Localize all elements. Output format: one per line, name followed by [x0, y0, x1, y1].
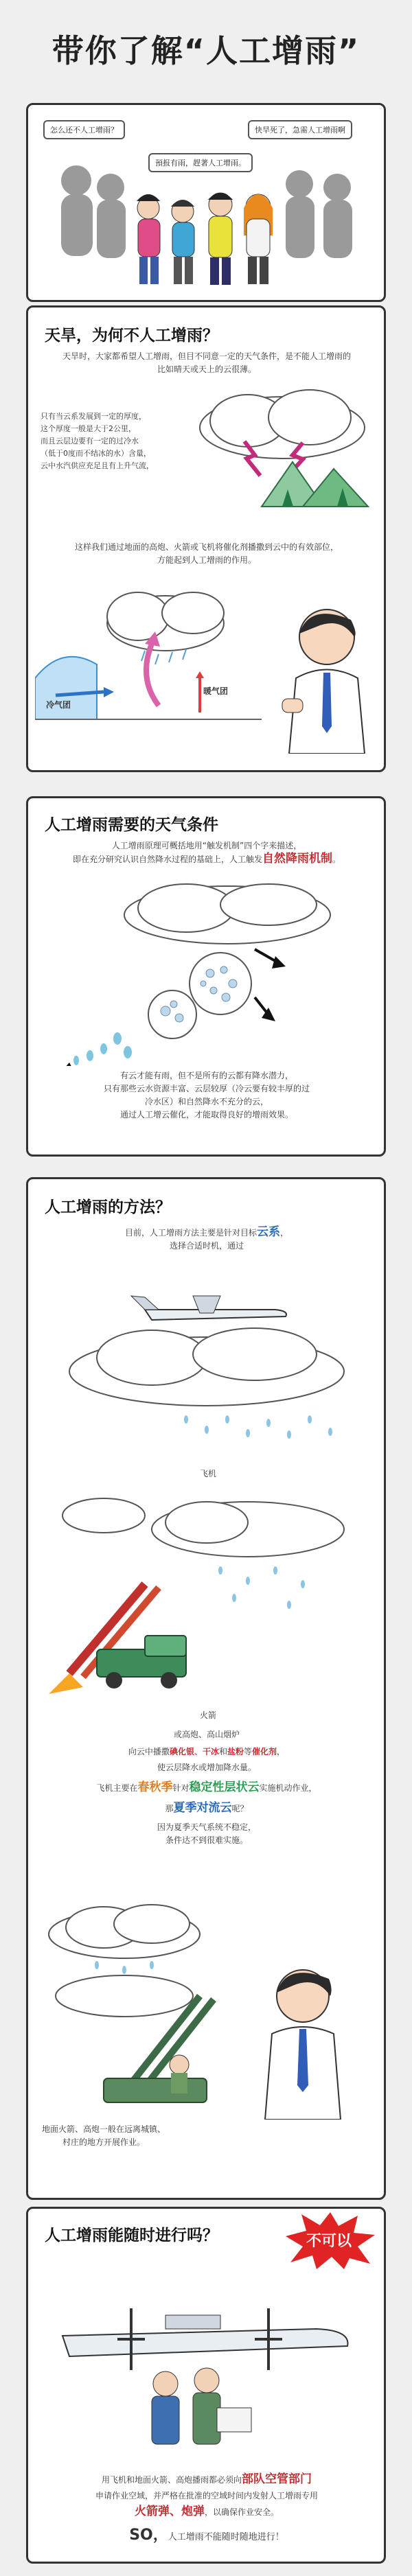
- highlight-spring-autumn: 春秋季: [137, 1780, 173, 1794]
- air-mass-diagram: [35, 575, 268, 747]
- section4-rules: 用飞机和地面火箭、高炮播雨都必须向部队空管部门 申请作业空域，并严格在批准的空域时间内发射人工增雨专用 火箭弹、炮弹，以确保作业安全。 SO，人工增雨不能随时随地进行！: [95, 2472, 318, 2544]
- label-aircraft: 飞机: [200, 1469, 217, 1478]
- section-conditions: [26, 796, 386, 1157]
- section3-seeding: 或高炮、高山烟炉 向云中播撒碘化银、干冰和盐粉等催化剂， 使云层降水或增加降水量。 飞机主要在春秋季针对稳定性层状云实施机动作业， 那夏季对流云呢？ 因为夏季天气系统不稳定， 条件达不到很难实施。: [96, 1730, 317, 1845]
- highlight-rocket-shells: 火箭弹、炮弹: [134, 2505, 205, 2518]
- highlight-natural-rain: 自然降雨机制: [262, 852, 332, 866]
- storm-cloud-illustration: [172, 380, 378, 510]
- section1-side-text: 只有当云系发展到一定的厚度， 这个厚度一般是大于2公里， 而且云层边要有一定的过冷水 （低于0度而不结冰的水）含量， 云中水汽供应充足且有上升气流，: [41, 412, 154, 470]
- section3-intro: 目前，人工增雨方法主要是针对目标云系， 选择合适时机，通过: [124, 1225, 289, 1251]
- final-conclusion: 人工增雨不能随时随地进行！: [168, 2532, 284, 2542]
- section-anytime: [26, 2207, 386, 2564]
- section1-conclusion: 这样我们通过地面的高炮、火箭或飞机将催化剂播撒到云中的有效部位， 方能起到人工增雨的作用。: [74, 542, 339, 565]
- section2-requirements: 有云才能有雨，但不是所有的云都有降水潜力， 只有那些云水资源丰富、云层较厚（冷云要有较丰厚的过 冷水区）和自然降水不充分的云， 通过人工增云催化，才能取得良好的增雨效果。: [103, 1071, 310, 1119]
- section-title: 人工增雨需要的天气条件: [45, 816, 218, 834]
- agent-silver-iodide: 碘化银: [169, 1747, 194, 1756]
- label-warm-air: 暖气团: [203, 686, 229, 696]
- label-cold-air: 冷气团: [46, 700, 71, 710]
- section-why-not: [26, 305, 386, 772]
- intro-panel: [26, 103, 386, 302]
- so-label: SO，: [129, 2527, 168, 2544]
- agent-catalyst: 催化剂: [252, 1747, 277, 1756]
- ground-artillery-illustration: [42, 1893, 371, 2120]
- highlight-stable-cloud: 稳定性层状云: [189, 1780, 260, 1794]
- highlight-cloud-system: 云系: [257, 1225, 280, 1239]
- speech-bubble-middle: 預报有雨，趕著人工增雨。: [148, 153, 253, 172]
- aircraft-seeding-illustration: [49, 1282, 365, 1461]
- page-title: 带你了解“人工增雨”: [52, 32, 360, 69]
- label-rocket: 火箭: [200, 1710, 217, 1720]
- droplet-formation-diagram: [49, 881, 365, 1066]
- section2-principle: 人工增雨原理可概括地用“触发机制”四个字来描述， 即在充分研究认识自然降水过程的基础上，人工触发自然降雨机制。: [72, 841, 341, 866]
- agent-salt-powder: 盐粉: [227, 1747, 244, 1756]
- speech-bubble-left: 怎么还不人工增雨？: [43, 120, 125, 139]
- section-title: 人工增雨的方法？: [45, 1198, 171, 1216]
- presenter-figure: [275, 596, 378, 754]
- section-methods: [26, 1177, 386, 2200]
- section-title: 人工增雨能随时进行吗？: [45, 2227, 218, 2244]
- section1-intro: 天旱时，大家都希望人工增雨，但目不同意一定的天气条件，是不能人工增雨的 比如晴天或天上的云很薄。: [62, 351, 351, 374]
- rocket-launcher-illustration: [42, 1488, 358, 1708]
- aircraft-and-officers-illustration: [42, 2260, 371, 2459]
- agent-dry-ice: 干冰: [202, 1747, 219, 1756]
- section-title: 天旱，为何不人工增雨？: [45, 327, 218, 345]
- burst-label: 不可以: [306, 2233, 352, 2250]
- highlight-summer-convective: 夏季对流云: [173, 1801, 232, 1815]
- speech-bubble-right: 快旱死了，急需人工增雨啊: [248, 120, 352, 139]
- section3-ground: 地面火箭、高炮一般在远离城镇、 村庄的地方开展作业。: [41, 2124, 165, 2147]
- highlight-military-atc: 部队空管部门: [242, 2472, 312, 2486]
